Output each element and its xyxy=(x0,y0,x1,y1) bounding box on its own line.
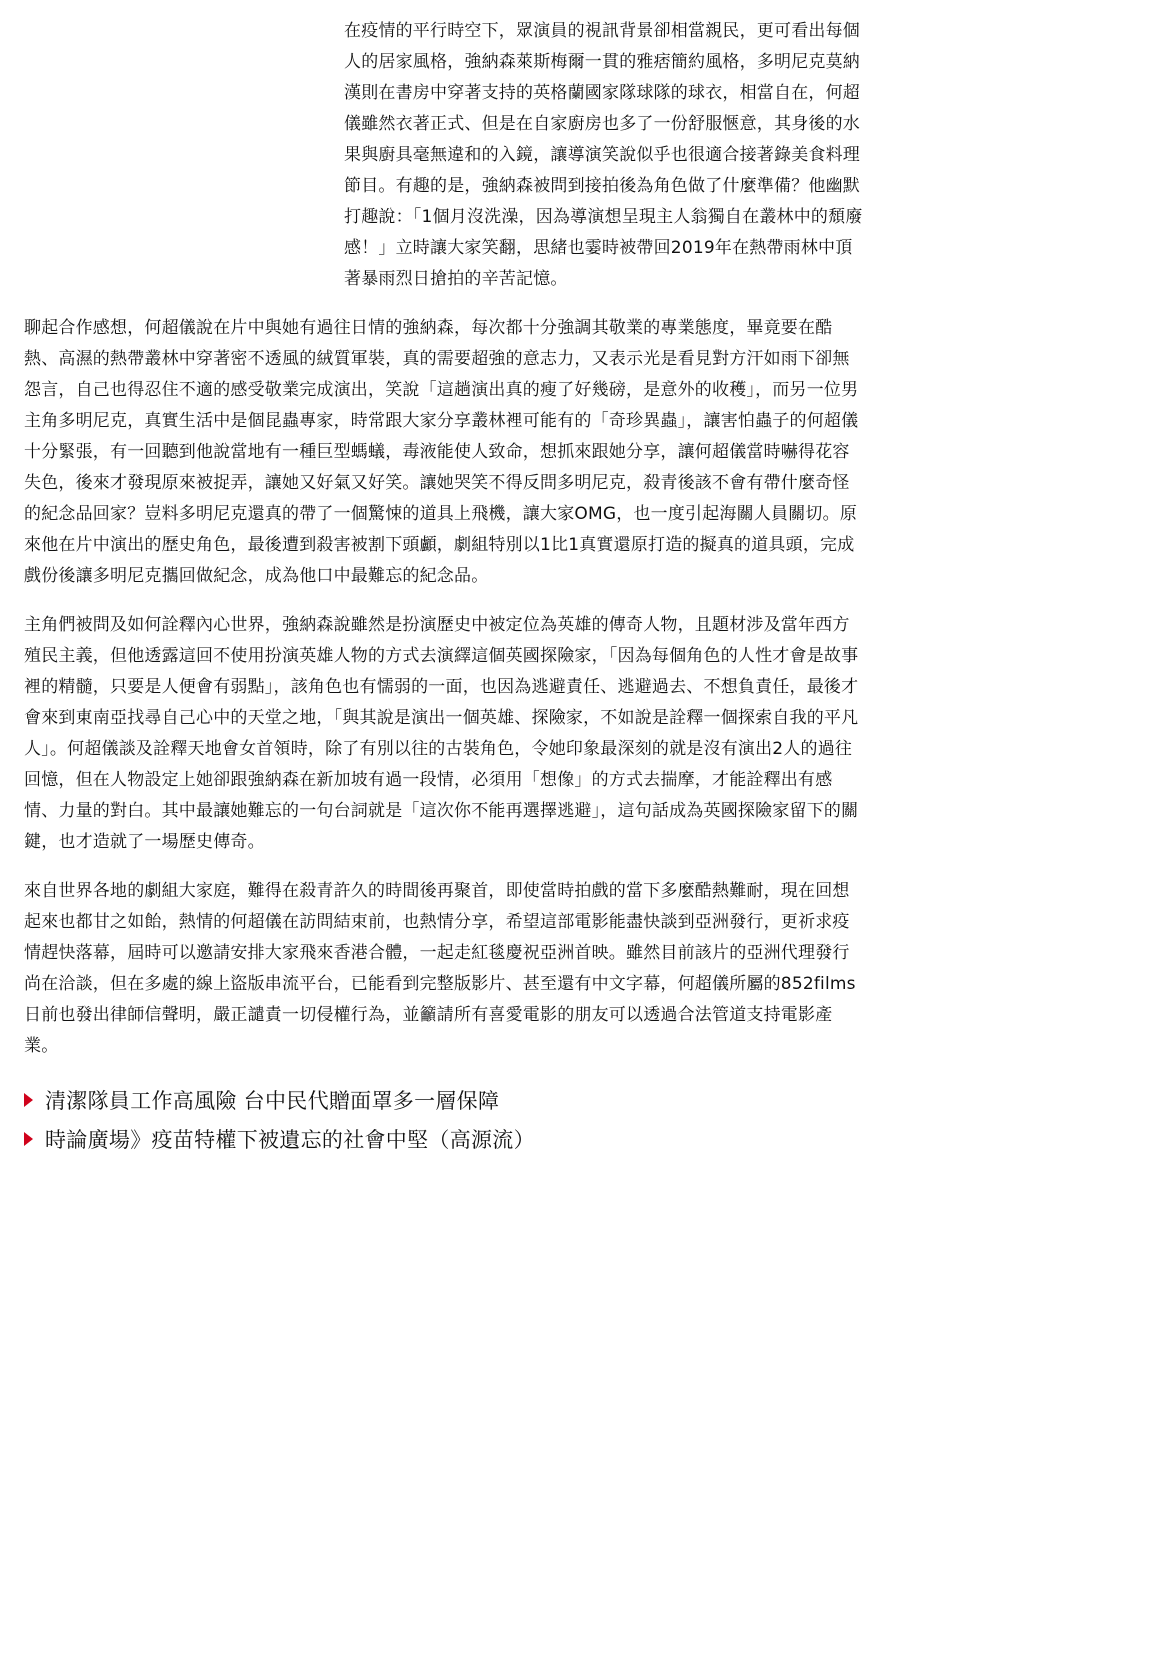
triangle-bullet-icon xyxy=(24,1132,33,1146)
article-body xyxy=(24,16,864,1158)
related-link-text[interactable]: 時論廣場》疫苗特權下被遺忘的社會中堅（高源流） xyxy=(45,1127,535,1152)
related-link-1[interactable] xyxy=(24,1080,864,1119)
triangle-bullet-icon xyxy=(24,1093,33,1107)
article-intro-paragraph: 在疫情的平行時空下，眾演員的視訊背景卻相當親民，更可看出每個人的居家風格，強納森萊斯梅爾一貫的雅痞簡約風格，多明尼克莫納漢則在書房中穿著支持的英格蘭國家隊球隊的球衣，相當自在，何超儀雖然衣著正式、但是在自家廚房也多了一份舒服愜意，其身後的水果與廚具毫無違和的入鏡，讓導演笑說似乎也很適合接著錄美食料理節目。有趣的是，強納森被問到接拍後為角色做了什麼準備？他幽默打趣說：「1個月沒洗澡，因為導演想呈現主人翁獨自在叢林中的頹廢感！」立時讓大家笑翻，思緒也霎時被帶回2019年在熱帶雨林中頂著暴雨烈日搶拍的辛苦記憶。 xyxy=(344,21,863,289)
related-link-text[interactable]: 清潔隊員工作高風險 台中民代贈面罩多一層保障 xyxy=(45,1088,500,1113)
article-paragraph-inner-world: 主角們被問及如何詮釋內心世界，強納森說雖然是扮演歷史中被定位為英雄的傳奇人物，且題材涉及當年西方殖民主義，但他透露這回不使用扮演英雄人物的方式去演繹這個英國探險家，「因為每個角色的人性才會是故事裡的精髓，只要是人便會有弱點」，該角色也有懦弱的一面，也因為逃避責任、逃避過去、不想負責任，最後才會來到東南亞找尋自己心中的天堂之地，「與其說是演出一個英雄、探險家，不如說是詮釋一個探索自我的平凡人」。何超儀談及詮釋天地會女首領時，除了有別以往的古裝角色，令她印象最深刻的就是沒有演出2人的過往回憶，但在人物設定上她卻跟強納森在新加坡有過一段情，必須用「想像」的方式去揣摩，才能詮釋出有感情、力量的對白。其中最讓她難忘的一句台詞就是「這次你不能再選擇逃避」，這句話成為英國探險家留下的關鍵，也才造就了一場歷史傳奇。 xyxy=(24,615,859,852)
related-link-2[interactable] xyxy=(24,1119,864,1158)
article-paragraph-cooperation: 聊起合作感想，何超儀說在片中與她有過往日情的強納森，每次都十分強調其敬業的專業態度，畢竟要在酷熱、高濕的熱帶叢林中穿著密不透風的絨質軍裝，真的需要超強的意志力，又表示光是看見對方汗如雨下卻無怨言，自己也得忍住不適的感受敬業完成演出，笑說「這趟演出真的瘦了好幾磅，是意外的收穫」，而另一位男主角多明尼克，真實生活中是個昆蟲專家，時常跟大家分享叢林裡可能有的「奇珍異蟲」，讓害怕蟲子的何超儀十分緊張，有一回聽到他說當地有一種巨型螞蟻，毒液能使人致命，想抓來跟她分享，讓何超儀當時嚇得花容失色，後來才發現原來被捉弄，讓她又好氣又好笑。讓她哭笑不得反問多明尼克，殺青後該不會有帶什麼奇怪的紀念品回家？豈料多明尼克還真的帶了一個驚悚的道具上飛機，讓大家OMG，也一度引起海關人員關切。原來他在片中演出的歷史角色，最後遭到殺害被割下頭顱，劇組特別以1比1真實還原打造的擬真的道具頭，完成戲份後讓多明尼克攜回做紀念，成為他口中最難忘的紀念品。 xyxy=(24,318,859,586)
article-paragraph-reunion: 來自世界各地的劇組大家庭，難得在殺青許久的時間後再聚首，即使當時拍戲的當下多麼酷熱難耐，現在回想起來也都甘之如飴，熱情的何超儀在訪問結束前，也熱情分享，希望這部電影能盡快談到亞洲發行，更祈求疫情趕快落幕，屆時可以邀請安排大家飛來香港合體，一起走紅毯慶祝亞洲首映。雖然目前該片的亞洲代理發行尚在洽談，但在多處的線上盜版串流平台，已能看到完整版影片、甚至還有中文字幕，何超儀所屬的852films日前也發出律師信聲明，嚴正譴責一切侵權行為，並籲請所有喜愛電影的朋友可以透過合法管道支持電影產業。 xyxy=(24,881,856,1056)
related-links xyxy=(24,1080,864,1158)
